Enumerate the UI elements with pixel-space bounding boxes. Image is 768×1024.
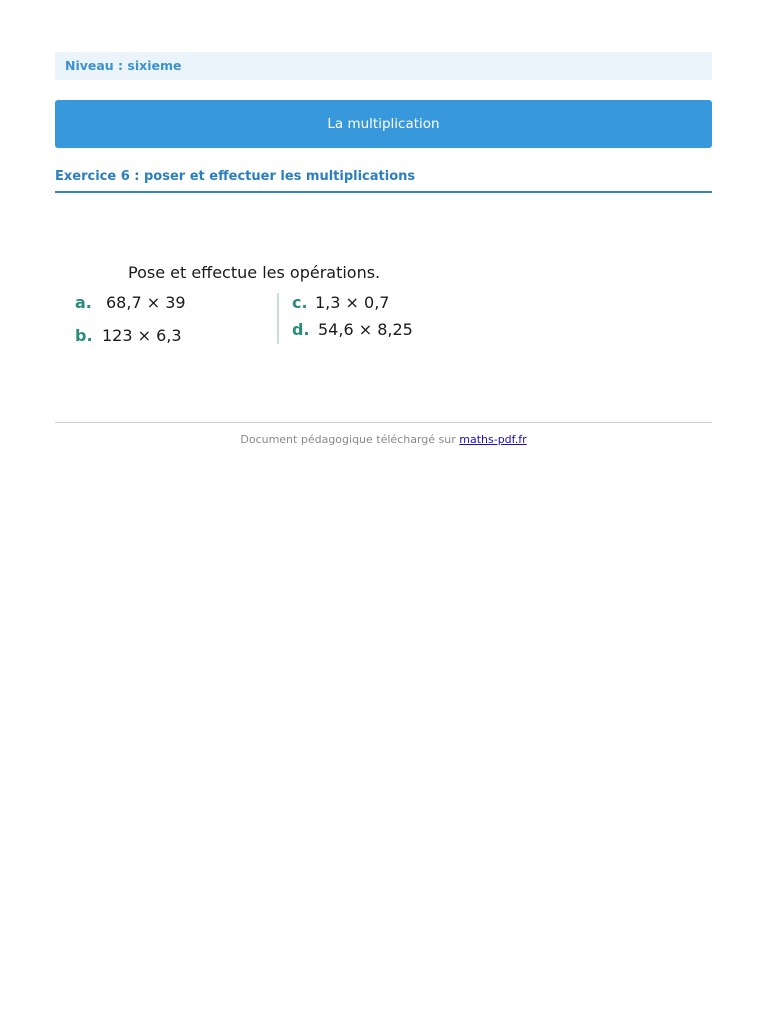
operation-expression: 54,6 × 8,25 — [318, 320, 413, 339]
operation-expression: 1,3 × 0,7 — [315, 293, 390, 312]
footer — [55, 433, 712, 447]
operation-expression: 68,7 × 39 — [106, 293, 186, 312]
level-label: Niveau : sixieme — [55, 52, 712, 80]
footer-text: Document pédagogique téléchargé sur — [240, 433, 460, 446]
exercise-heading: Exercice 6 : poser et effectuer les multiplications — [55, 168, 712, 193]
operation-expression: 123 × 6,3 — [102, 326, 182, 345]
operation-b — [75, 326, 182, 346]
column-divider — [277, 293, 279, 344]
operation-letter: b. — [75, 326, 93, 345]
footer-link[interactable]: maths-pdf.fr — [459, 433, 527, 446]
exercise-instruction: Pose et effectue les opérations. — [128, 263, 381, 282]
operation-letter: a. — [75, 293, 92, 312]
footer-divider — [55, 422, 712, 423]
operation-c — [292, 293, 389, 313]
operation-letter: c. — [292, 293, 308, 312]
operation-d — [292, 320, 413, 340]
operation-letter: d. — [292, 320, 310, 339]
operation-a — [75, 293, 186, 313]
page-title: La multiplication — [55, 100, 712, 148]
